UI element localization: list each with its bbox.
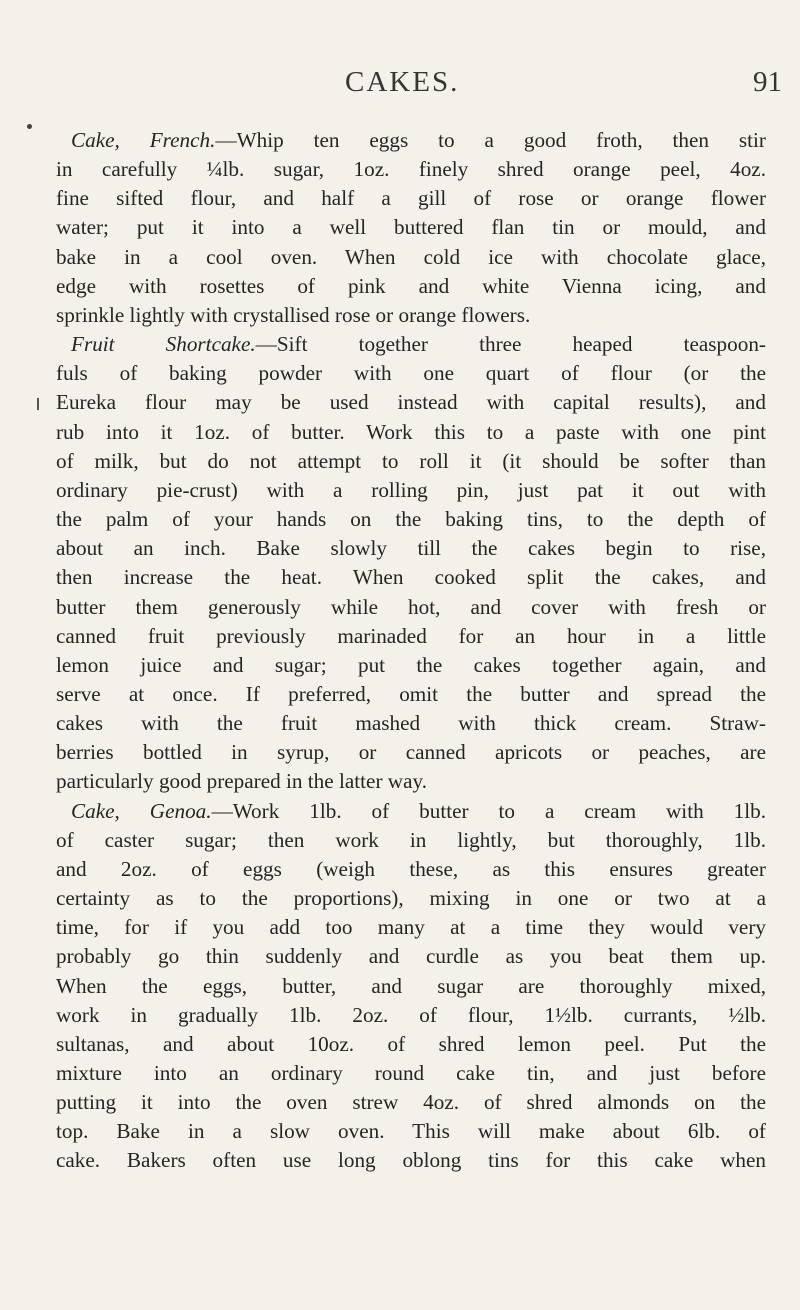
recipe-title: Fruit Shortcake. bbox=[71, 332, 256, 357]
recipe-line: and 2oz. of eggs (weigh these, as this ensures greater bbox=[56, 856, 766, 881]
recipe-line: serve at once. If preferred, omit the butter and spread the bbox=[56, 681, 766, 706]
recipe-line: putting it into the oven strew 4oz. of shred almonds on the bbox=[56, 1090, 766, 1115]
recipe-line: bake in a cool oven. When cold ice with chocolate glace, bbox=[56, 244, 766, 269]
recipe-line: water; put it into a well buttered flan tin or mould, and bbox=[56, 215, 766, 240]
recipe-line: work in gradually 1lb. 2oz. of flour, 1½lb. currants, ½lb. bbox=[56, 1002, 766, 1027]
recipe-first-line bbox=[56, 797, 766, 826]
recipe-title: Cake, Genoa. bbox=[71, 798, 212, 823]
running-title: CAKES. bbox=[345, 66, 460, 98]
recipe-line: time, for if you add too many at a time they would very bbox=[56, 915, 766, 940]
recipe-line: of milk, but do not attempt to roll it (it should be softer than bbox=[56, 448, 766, 473]
recipe-line: cakes with the fruit mashed with thick cream. Straw- bbox=[56, 711, 766, 736]
recipe-first-line bbox=[56, 330, 766, 359]
recipe-line: When the eggs, butter, and sugar are thoroughly mixed, bbox=[56, 973, 766, 998]
page-header bbox=[0, 66, 800, 106]
recipe-line-text: —Sift together three heaped teaspoon- bbox=[255, 332, 766, 357]
recipe-first-line bbox=[56, 126, 766, 155]
recipe-line: sprinkle lightly with crystallised rose or orange flowers. bbox=[56, 302, 531, 327]
recipe-line: certainty as to the proportions), mixing in one or two at a bbox=[56, 886, 766, 911]
recipe-line: of caster sugar; then work in lightly, but thoroughly, 1lb. bbox=[56, 827, 766, 852]
recipe-line: then increase the heat. When cooked split the cakes, and bbox=[56, 565, 766, 590]
stray-mark bbox=[37, 398, 39, 410]
bullet-mark bbox=[27, 124, 32, 129]
recipe-title: Cake, French. bbox=[71, 128, 216, 152]
recipe-line: Eureka flour may be used instead with capital results), and bbox=[56, 390, 766, 415]
recipe-line: cake. Bakers often use long oblong tins for this cake when bbox=[56, 1148, 766, 1173]
recipe-line: edge with rosettes of pink and white Vienna icing, and bbox=[56, 273, 766, 298]
recipe-line: fuls of baking powder with one quart of flour (or the bbox=[56, 361, 766, 386]
recipe-line: berries bottled in syrup, or canned apricots or peaches, are bbox=[56, 740, 766, 765]
recipe-line: mixture into an ordinary round cake tin, and just before bbox=[56, 1061, 766, 1085]
recipe-text bbox=[56, 126, 766, 1176]
recipe-line: in carefully ¼lb. sugar, 1oz. finely shred orange peel, 4oz. bbox=[56, 157, 766, 182]
recipe-line: top. Bake in a slow oven. This will make about 6lb. of bbox=[56, 1119, 766, 1144]
recipe-line: canned fruit previously marinaded for an hour in a little bbox=[56, 623, 766, 648]
recipe-line: ordinary pie-crust) with a rolling pin, just pat it out with bbox=[56, 477, 766, 502]
recipe-line: particularly good prepared in the latter way. bbox=[56, 769, 428, 794]
recipe-line: probably go thin suddenly and curdle as you beat them up. bbox=[56, 944, 766, 969]
recipe-line: the palm of your hands on the baking tins, to the depth of bbox=[56, 507, 766, 532]
recipe-line-text: —Whip ten eggs to a good froth, then stir bbox=[215, 128, 766, 152]
recipe-line: sultanas, and about 10oz. of shred lemon peel. Put the bbox=[56, 1031, 766, 1056]
recipe-line: about an inch. Bake slowly till the cakes begin to rise, bbox=[56, 536, 766, 561]
recipe-line-text: —Work 1lb. of butter to a cream with 1lb. bbox=[211, 798, 766, 823]
recipe-line: rub into it 1oz. of butter. Work this to a paste with one pint bbox=[56, 419, 766, 444]
recipe-line: butter them generously while hot, and cover with fresh or bbox=[56, 594, 766, 619]
page-number: 91 bbox=[753, 66, 782, 98]
recipe-line: lemon juice and sugar; put the cakes together again, and bbox=[56, 652, 766, 677]
recipe-line: fine sifted flour, and half a gill of rose or orange flower bbox=[56, 186, 766, 211]
